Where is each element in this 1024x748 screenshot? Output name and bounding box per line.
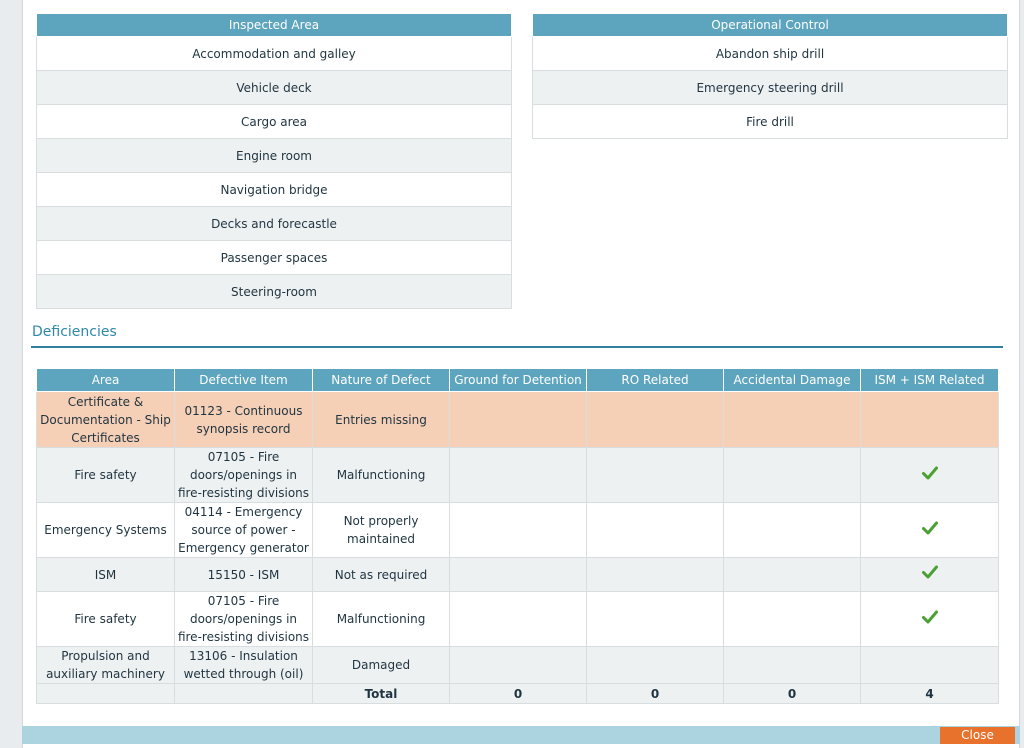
cell-defective-item: 15150 - ISM [175,558,313,592]
cell-nature-of-defect: Not properly maintained [313,503,450,558]
dialog-footer [22,726,1020,744]
cell-ism-related [861,647,999,684]
inspected-area-item: Steering-room [37,275,512,309]
cell-ism-related [861,503,999,558]
cell-nature-of-defect: Malfunctioning [313,592,450,647]
col-ism-related[interactable]: ISM + ISM Related [861,369,999,392]
total-ro-related: 0 [587,684,724,704]
cell-ground-for-detention [450,592,587,647]
col-defective-item[interactable]: Defective Item [175,369,313,392]
cell-ro-related [587,448,724,503]
table-row[interactable] [37,558,999,592]
cell-accidental-damage [724,647,861,684]
cell-ro-related [587,503,724,558]
deficiencies-title: Deficiencies [32,324,117,340]
col-nature-of-defect[interactable]: Nature of Defect [313,369,450,392]
cell-defective-item: 07105 - Fire doors/openings in fire-resisting divisions [175,448,313,503]
cell-area: Fire safety [37,448,175,503]
cell-accidental-damage [724,592,861,647]
cell-area: Certificate & Documentation - Ship Certificates [37,392,175,448]
check-icon [922,466,938,485]
cell-ro-related [587,592,724,647]
col-accidental-damage[interactable]: Accidental Damage [724,369,861,392]
operational-control-table [532,13,1008,139]
operational-control-item: Emergency steering drill [533,71,1008,105]
table-row[interactable] [37,592,999,647]
total-label: Total [313,684,450,704]
cell-accidental-damage [724,448,861,503]
cell-ro-related [587,392,724,448]
list-item [533,71,1008,105]
col-ground-for-detention[interactable]: Ground for Detention [450,369,587,392]
cell-ism-related [861,592,999,647]
inspected-area-item: Decks and forecastle [37,207,512,241]
cell-area: ISM [37,558,175,592]
total-accidental-damage: 0 [724,684,861,704]
cell-defective-item: 13106 - Insulation wetted through (oil) [175,647,313,684]
cell-ground-for-detention [450,558,587,592]
list-item [37,71,512,105]
cell-ground-for-detention [450,503,587,558]
cell-accidental-damage [724,558,861,592]
cell-ro-related [587,647,724,684]
cell-nature-of-defect: Malfunctioning [313,448,450,503]
inspected-area-item: Engine room [37,139,512,173]
operational-control-item: Abandon ship drill [533,37,1008,71]
cell-defective-item: 07105 - Fire doors/openings in fire-resisting divisions [175,592,313,647]
list-item [37,241,512,275]
check-icon [922,521,938,540]
total-ground-for-detention: 0 [450,684,587,704]
cell-ground-for-detention [450,647,587,684]
list-item [37,105,512,139]
cell-defective-item: 01123 - Continuous synopsis record [175,392,313,448]
list-item [37,173,512,207]
list-item [37,139,512,173]
cell-nature-of-defect: Entries missing [313,392,450,448]
cell-ism-related [861,392,999,448]
check-icon [922,565,938,584]
col-ro-related[interactable]: RO Related [587,369,724,392]
cell-ground-for-detention [450,392,587,448]
total-spacer [175,684,313,704]
list-item [533,37,1008,71]
check-icon [922,610,938,629]
cell-area: Fire safety [37,592,175,647]
section-divider [31,346,1003,348]
left-margin [0,0,22,748]
cell-ro-related [587,558,724,592]
list-item [37,207,512,241]
cell-nature-of-defect: Not as required [313,558,450,592]
total-ism-related: 4 [861,684,999,704]
inspected-area-item: Vehicle deck [37,71,512,105]
inspected-area-item: Navigation bridge [37,173,512,207]
inspected-area-item: Cargo area [37,105,512,139]
list-item [37,275,512,309]
inspected-area-table [36,13,512,309]
table-row[interactable] [37,392,999,448]
cell-ism-related [861,558,999,592]
table-row[interactable] [37,503,999,558]
operational-control-header: Operational Control [533,14,1008,37]
table-row[interactable] [37,647,999,684]
cell-accidental-damage [724,503,861,558]
inspected-area-item: Accommodation and galley [37,37,512,71]
list-item [533,105,1008,139]
cell-area: Propulsion and auxiliary machinery [37,647,175,684]
total-row [37,684,999,704]
cell-ground-for-detention [450,448,587,503]
table-row[interactable] [37,448,999,503]
cell-accidental-damage [724,392,861,448]
inspected-area-header: Inspected Area [37,14,512,37]
cell-nature-of-defect: Damaged [313,647,450,684]
cell-area: Emergency Systems [37,503,175,558]
cell-ism-related [861,448,999,503]
deficiencies-table [36,368,999,704]
close-button[interactable]: Close [940,727,1015,744]
inspected-area-item: Passenger spaces [37,241,512,275]
list-item [37,37,512,71]
total-spacer [37,684,175,704]
right-margin [1020,0,1024,748]
operational-control-item: Fire drill [533,105,1008,139]
col-area[interactable]: Area [37,369,175,392]
cell-defective-item: 04114 - Emergency source of power - Emergency generator [175,503,313,558]
